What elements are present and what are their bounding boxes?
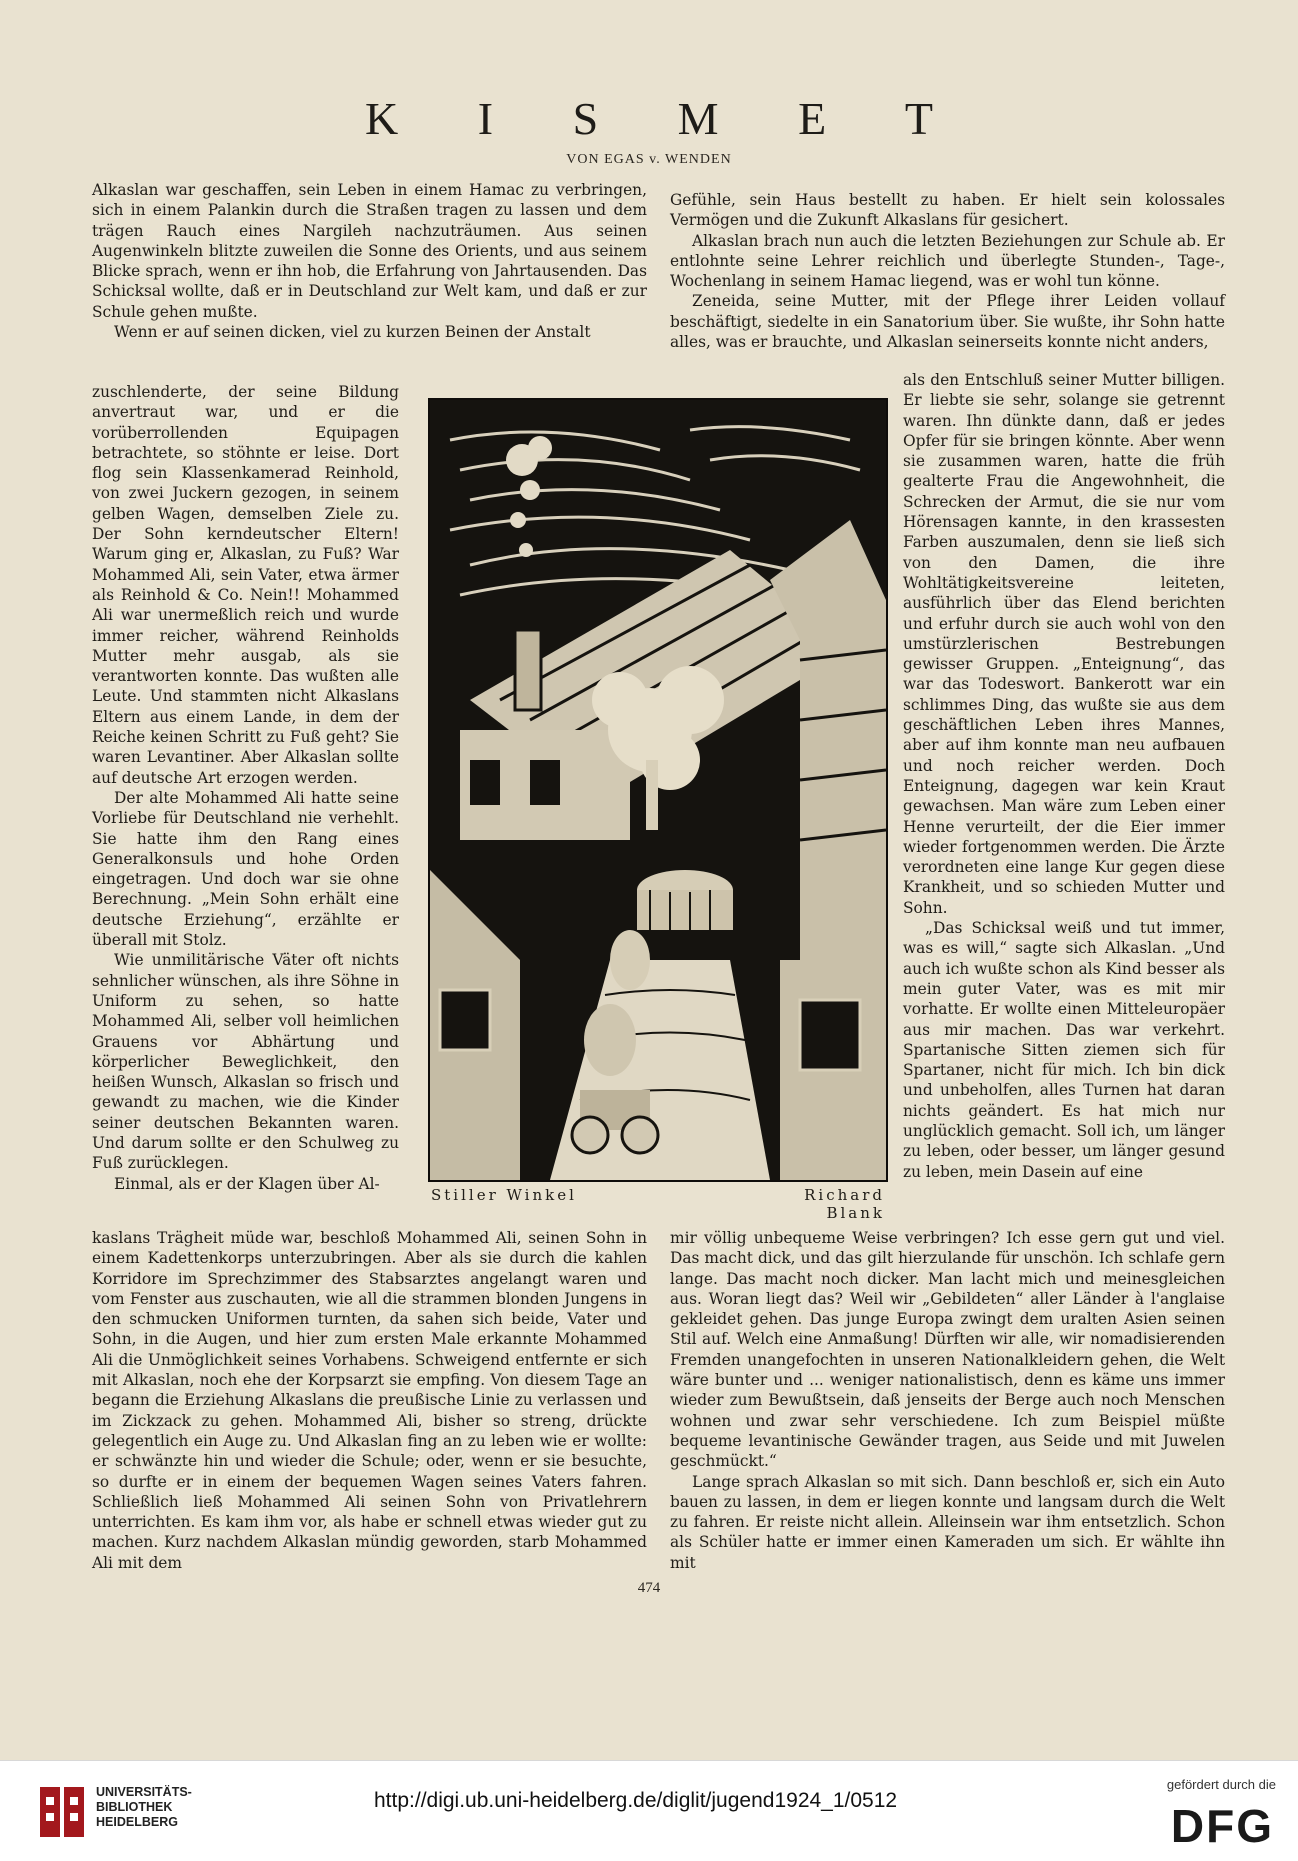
paragraph: Einmal, als er der Klagen über Al-: [114, 1174, 380, 1193]
paragraph: Wenn er auf seinen dicken, viel zu kurzen Beinen der Anstalt: [114, 323, 591, 342]
footer-bar: [0, 1760, 1298, 1861]
funded-by-label: gefördert durch die: [1166, 1777, 1276, 1792]
paragraph: kaslans Trägheit müde war, beschloß Mohammed Ali, seinen Sohn in einem Kadettenkorps unterzubringen. Aber als sie durch die kahlen Korridore im Sprechzimmer des Stabsarztes angelangt waren und vom Fenster aus zuschauten, wie all die strammen blonden Jungens in den schmucken Uniformen turnten, da sahen sich beide, Vater und Sohn, in die Augen, und hier zum ersten Male erkannte Mohammed Ali die Unmöglichkeit seines Vorhabens. Schweigend entfernte er sich mit Alkaslan, noch ehe der Korpsarzt sie empfing. Von diesem Tage an begann die Erziehung Alkaslans die preußische Linie zu verlassen und im Zickzack zu gehen. Mohammed Ali, bisher so streng, drückte gelegentlich ein Auge zu. Und Alkaslan fing an zu leben wie er wollte: er schwänzte hin und wieder die Schule; oder, wenn er sie besuchte, so durfte er in einem der bequemen Wagen seines Vaters fahren. Schließlich ließ Mohammed Ali seinen Sohn von Privatlehrern unterrichten. Es kam ihm vor, als habe er schnell etwas wieder gut zu machen. Kurz nachdem Alkaslan mündig geworden, starb Mohammed Ali mit dem: [92, 1229, 647, 1572]
paragraph: Wie unmilitärische Väter oft nichts sehnlicher wünschen, als ihre Söhne in Uniform zu sehen, so hatte Mohammed Ali, selber voll heimlichen Grauens vor Abhärtung und körperlicher Beweglichkeit, den heißen Wunsch, Alkaslan so frisch und gewandt zu machen, wie die Kinder seiner deutschen Bekannten waren. Und darum sollte er den Schulweg zu Fuß zurücklegen.: [92, 951, 399, 1173]
permalink-url[interactable]: http://digi.ub.uni-heidelberg.de/diglit/jugend1924_1/0512: [374, 1789, 898, 1812]
article-title: K I S M E T: [365, 93, 967, 144]
text-column-left-mid: [92, 382, 399, 1194]
library-name-line: BIBLIOTHEK: [96, 1800, 173, 1814]
library-name-line: HEIDELBERG: [96, 1815, 178, 1829]
paragraph: Lange sprach Alkaslan so mit sich. Dann beschloß er, sich ein Auto bauen zu lassen, in dem er liegen konnte und langsam durch die Welt zu fahren. Er reiste nicht allein. Alleinsein war ihm entsetzlich. Schon als Schüler hatte er immer einen Kameraden um sich. Er wählte ihn mit: [670, 1472, 1225, 1572]
paragraph: Alkaslan war geschaffen, sein Leben in einem Hamac zu verbringen, sich in einem Palankin durch die Straßen tragen zu lassen und dem trägen Rauch eines Nargileh nachzuträumen. Aus seinen Augenwinkeln blitzte zuweilen die Sonne des Orients, und aus seinem Blicke sprach, wenn er ihn hob, die Erfahrung von Jahrtausenden. Das Schicksal wollte, daß er in Deutschland zur Welt kam, und daß er zur Schule gehen mußte.: [92, 181, 647, 321]
text-column-right-bottom: [670, 1228, 1225, 1573]
article-byline: VON EGAS v. WENDEN: [566, 152, 732, 167]
text-column-right-mid: [903, 370, 1225, 1182]
dfg-logo: DFG: [1170, 1800, 1274, 1852]
village-scene-image: [430, 400, 886, 1180]
university-library-logo-icon: [38, 1783, 86, 1841]
paragraph: Alkaslan brach nun auch die letzten Beziehungen zur Schule ab. Er entlohnte seine Lehrer reichlich und überlegte Stunden-, Tage-, Wochenlang in seinem Hamac liegend, was er wohl tun könne.: [670, 231, 1225, 291]
paragraph: Zeneida, seine Mutter, mit der Pflege ihrer Leiden vollauf beschäftigt, siedelte in ein Sanatorium über. Sie wußte, ihr Sohn hatte alles, was er brauchte, und Alkaslan seinerseits konnte nicht anders,: [670, 292, 1225, 352]
paragraph: Gefühle, sein Haus bestellt zu haben. Er hielt sein kolossales Vermögen und die Zukunft Alkaslans für gesichert.: [670, 191, 1225, 230]
paragraph: zuschlenderte, der seine Bildung anvertraut war, und er die vorüberrollenden Equipagen betrachtete, so stöhnte er leise. Dort flog sein Klassenkamerad Reinhold, von zwei Juckern gezogen, in seinem gelben Wagen, demselben Ziele zu. Der Sohn kerndeutscher Eltern! Warum ging er, Alkaslan, zu Fuß? War Mohammed Ali, sein Vater, etwa ärmer als Reinhold & Co. Nein!! Mohammed Ali war unermeßlich reich und wurde immer reicher, während Reinholds Mutter mehr ausgab, als sie verantworten konnte. Das wußten alle Leute. Und stammten nicht Alkaslans Eltern aus einem Lande, in dem der Reiche keinen Schritt zu Fuß geht? Sie waren Levantiner. Aber Alkaslan sollte auf deutsche Art erzogen werden.: [92, 383, 399, 787]
page-number: 474: [637, 1580, 661, 1596]
woodcut-illustration: [428, 398, 888, 1182]
paragraph: Der alte Mohammed Ali hatte seine Vorliebe für Deutschland nie verhehlt. Sie hatte ihm den Rang eines Generalkonsuls und hohe Orden eingetragen. Und doch war sie ohne Berechnung. „Mein Sohn erhält eine deutsche Erziehung“, erzählte er überall mit Stolz.: [92, 788, 399, 950]
text-column-left-top: [92, 180, 647, 342]
paragraph: mir völlig unbequeme Weise verbringen? Ich esse gern gut und viel. Das macht dick, und das gilt hierzulande für unschön. Ich schlafe gern lange. Das macht noch dicker. Man lacht mich und meinesgleichen aus. Woran liegt das? Weil wir „Gebildeten“ aller Länder à l'anglaise gekleidet gehen. Das junge Europa zwingt dem uralten Asien seinen Stil auf. Welch eine Anmaßung! Dürften wir alle, wir nomadisierenden Fremden unangefochten in unseren Nationalkleidern gehen, die Welt wäre bunter und ... weniger nationalistisch, denn es käme uns immer wieder zum Bewußtsein, daß jenseits der Berge auch noch Menschen wohnen und zwar sehr verschiedene. Ich zum Beispiel müßte bequeme levantinische Gewänder tragen, aus Seide und mit Juwelen geschmückt.“: [670, 1229, 1225, 1471]
illustration-caption-title: Stiller Winkel: [431, 1186, 577, 1204]
library-name-line: UNIVERSITÄTS-: [96, 1785, 192, 1799]
text-column-right-top: [670, 190, 1225, 352]
paragraph: „Das Schicksal weiß und tut immer, was es will,“ sagte sich Alkaslan. „Und auch ich wußte schon als Kind besser als mein guter Vater, was es mit mir vorhatte. Er wollte einen Mitteleuropäer aus mir machen. Das war verkehrt. Spartanische Sitten ziemen sich für Spartaner, nicht für mich. Ich bin dick und unbeholfen, alles Turnen hat daran nichts geändert. Es hat mich nur unglücklich gemacht. Soll ich, um länger zu leben, oder besser, um länger gesund zu leben, mein Dasein auf eine: [903, 919, 1225, 1181]
library-name: [96, 1785, 192, 1830]
illustration-caption-artist: Richard Blank: [804, 1186, 885, 1222]
text-column-left-bottom: [92, 1228, 647, 1573]
paragraph: als den Entschluß seiner Mutter billigen. Er liebte sie sehr, solange sie getrennt waren. Ihn dünkte dann, daß er jedes Opfer für sie bringen könnte. Aber wenn sie zusammen waren, hatte die früh gealterte Frau die Angewohnheit, die Schrecken der Armut, die sie nur vom Hörensagen kannte, in den krassesten Farben auszumalen, denn sie ließ sich von den Damen, die ihre Wohltätigkeitsvereine leiteten, ausführlich über das Elend berichten und erfuhr durch sie auch wohl von den umstürzlerischen Bestrebungen gewisser Gruppen. „Enteignung“, das war das Todeswort. Bankerott war ein schlimmes Ding, das wußte sie aus dem geschäftlichen Leben ihres Mannes, aber auf ihm konnte man neu aufbauen und noch reicher werden. Doch Enteignung, dagegen war kein Kraut gewachsen. Man wäre zum Leben einer Henne verurteilt, der die Eier immer wieder fortgenommen werden. Die Ärzte verordneten eine lange Kur gegen diese Krankheit, und so schieden Mutter und Sohn.: [903, 371, 1225, 917]
